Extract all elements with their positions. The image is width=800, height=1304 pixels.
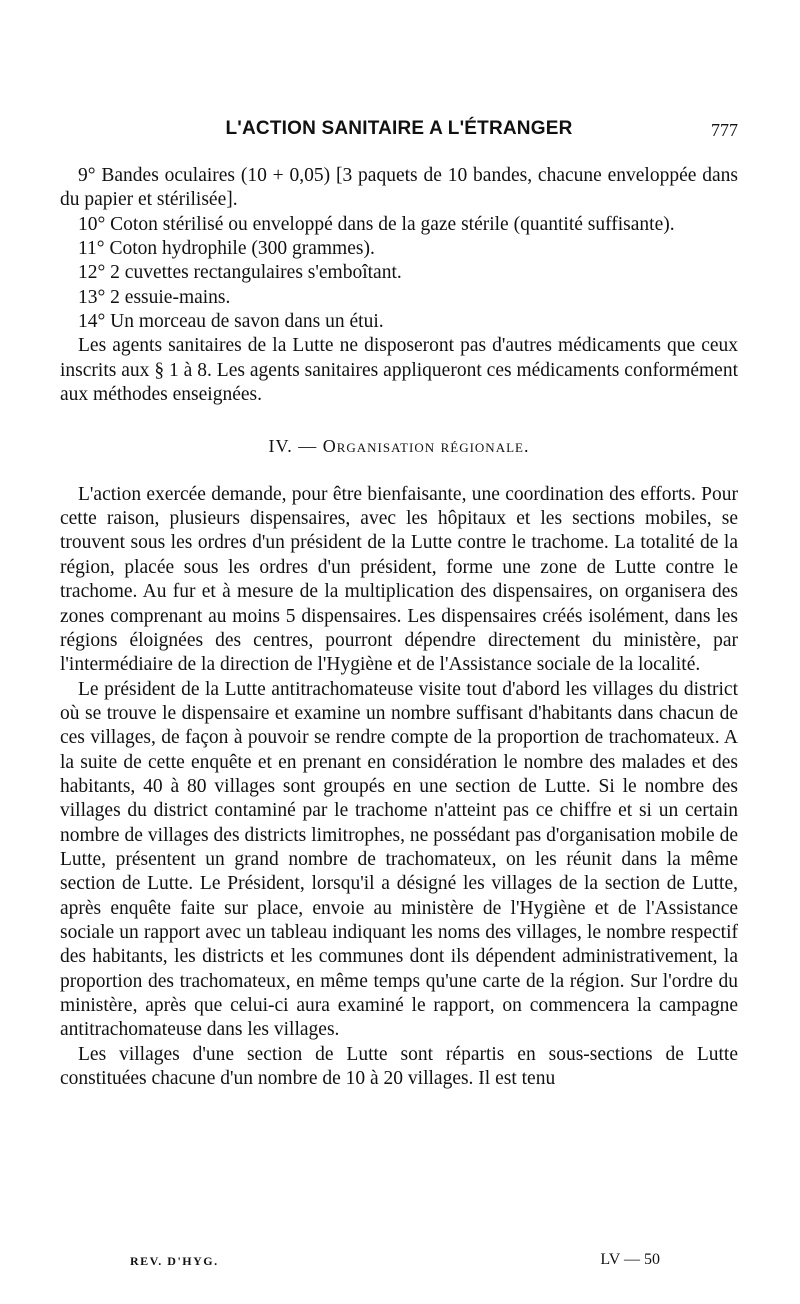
list-item-10: 10° Coton stérilisé ou enveloppé dans de la gaze stérile (quantité suffisante). — [78, 213, 675, 235]
running-head — [60, 118, 738, 144]
list-item-9: 9° Bandes oculaires (10 + 0,05) [3 paquets de 10 bandes, chacune enveloppée dans du papier et stérilisée]. — [60, 165, 738, 211]
section-number: IV. — [268, 436, 293, 457]
page-footer — [130, 1251, 660, 1271]
paragraph-coordination: L'action exercée demande, pour être bienfaisante, une coordination des efforts. Pour cette raison, plusieurs dispensaires, avec les hôpitaux et les sections mobiles, se trouvent sous les ordres d'un président de la Lutte contre le trachome. La totalité de la région, placée sous les ordres d'un président, forme une zone de Lutte contre le trachome. Au fur et à mesure de la multiplication des dispensaires, on organisera des zones comprenant au moins 5 dispensaires. Les dispensaires créés isolément, dans les régions éloignées des centres, pourront dépendre directement du ministère, par l'intermédiaire de la direction de l'Hygiène et de l'Assistance sociale de la localité. — [60, 483, 738, 676]
list-item-11: 11° Coton hydrophile (300 grammes). — [78, 238, 375, 260]
running-title: L'ACTION SANITAIRE A L'ÉTRANGER — [225, 118, 573, 139]
section-title: Organisation régionale. — [322, 436, 530, 457]
section-heading — [60, 434, 738, 458]
page-number: 777 — [711, 120, 738, 140]
paragraph-medicaments: Les agents sanitaires de la Lutte ne disposeront pas d'autres médicaments que ceux inscrits aux § 1 à 8. Les agents sanitaires appliqueront ces médicaments conformément aux méthodes enseignées. — [60, 335, 738, 406]
footer-signature: LV — 50 — [600, 1251, 660, 1268]
body-text — [60, 164, 738, 1091]
section-dash: — — [298, 436, 318, 457]
list-item-12: 12° 2 cuvettes rectangulaires s'emboîtant. — [78, 262, 402, 284]
paragraph-president: Le président de la Lutte antitrachomateuse visite tout d'abord les villages du district où se trouve le dispensaire et examine un nombre suffisant d'habitants dans chacun de ces villages, de façon à pouvoir se rendre compte de la proportion de trachomateux. A la suite de cette enquête et en prenant en considération le nombre des malades et des habitants, 40 à 80 villages sont groupés en une section de Lutte. Si le nombre des villages du district contaminé par le trachome n'atteint pas ce chiffre et si un certain nombre de villages des districts limitrophes, ne possédant pas d'organisation mobile de Lutte, présentent un grand nombre de trachomateux, on les réunit dans la même section de Lutte. Le Président, lorsqu'il a désigné les villages de la section de Lutte, après enquête faite sur place, envoie au ministère de l'Hygiène et de l'Assistance sociale un rapport avec un tableau indiquant les noms des villages, le nombre respectif des habitants, les districts et les communes dont ils dépendent administrativement, la proportion des trachomateux, en même temps qu'une carte de la région. Sur l'ordre du ministère, après que celui-ci aura examiné le rapport, on commencera la campagne antitrachomateuse dans les villages. — [60, 678, 738, 1041]
list-item-13: 13° 2 essuie-mains. — [78, 286, 231, 308]
paragraph-sous-sections: Les villages d'une section de Lutte sont répartis en sous-sections de Lutte constituées chacune d'un nombre de 10 à 20 villages. Il est tenu — [60, 1043, 738, 1090]
list-item-14: 14° Un morceau de savon dans un étui. — [78, 311, 384, 333]
footer-journal: REV. D'HYG. — [130, 1254, 219, 1268]
